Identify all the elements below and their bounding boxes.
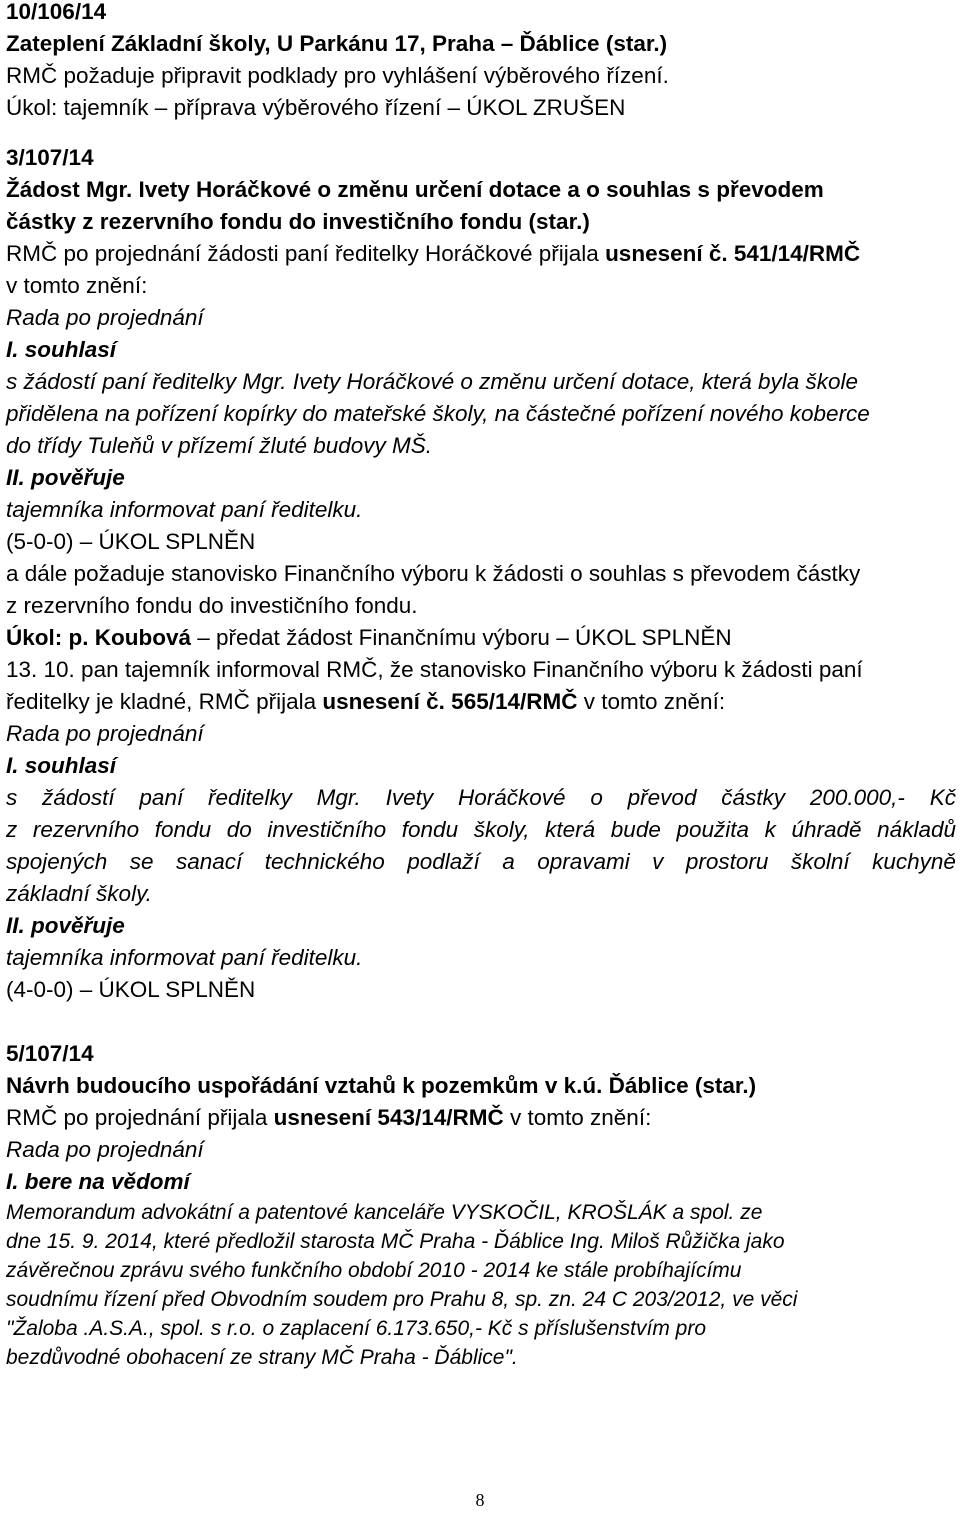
item-text: ředitelky je kladné, RMČ přijala usnesení č. 565/14/RMČ v tomto znění:: [6, 689, 726, 714]
item-title: Návrh budoucího uspořádání vztahů k pozemkům v k.ú. Ďáblice (star.): [6, 1073, 757, 1098]
word: Kč: [929, 785, 956, 810]
word: podlaží: [407, 849, 480, 874]
word: v: [652, 849, 664, 874]
word: spojených: [6, 849, 108, 874]
resolution-text: do třídy Tuleňů v přízemí žluté budovy MŠ.: [6, 433, 433, 458]
word: použita: [676, 817, 750, 842]
memorandum-text: závěrečnou zprávu svého funkčního období 2010 - 2014 ke stále probíhajícímu: [6, 1259, 742, 1282]
word: a: [502, 849, 515, 874]
item-title: Zateplení Základní školy, U Parkánu 17, Praha – Ďáblice (star.): [6, 31, 668, 56]
council-heading: Rada po projednání: [6, 721, 204, 746]
word: školní: [790, 849, 850, 874]
agrees-heading: I. souhlasí: [6, 753, 117, 778]
word: fondu: [401, 817, 459, 842]
word: která: [545, 817, 596, 842]
item-task: Úkol: tajemník – příprava výběrového řízení – ÚKOL ZRUŠEN: [6, 95, 626, 120]
word: se: [129, 849, 154, 874]
word: paní: [139, 785, 184, 810]
authorizes-text: tajemníka informovat paní ředitelku.: [6, 497, 363, 522]
word: školy,: [473, 817, 530, 842]
item-number: 5/107/14: [6, 1041, 94, 1066]
word: opravami: [537, 849, 630, 874]
memorandum-text: soudnímu řízení před Obvodním soudem pro Prahu 8, sp. zn. 24 C 203/2012, ve věci: [6, 1288, 798, 1311]
vote-result: (5-0-0) – ÚKOL SPLNĚN: [6, 529, 256, 554]
item-text: 13. 10. pan tajemník informoval RMČ, že stanovisko Finančního výboru k žádosti paní: [6, 657, 863, 682]
document-page: [6, 0, 956, 1372]
word: fondu: [154, 817, 212, 842]
word: do: [226, 817, 252, 842]
resolution-intro: RMČ po projednání přijala usnesení 543/14/RMČ v tomto znění:: [6, 1105, 652, 1130]
memorandum-text: dne 15. 9. 2014, které předložil starosta MČ Praha - Ďáblice Ing. Miloš Růžička jako: [6, 1230, 785, 1253]
word: nákladů: [877, 817, 956, 842]
item-text: z rezervního fondu do investičního fondu.: [6, 593, 418, 618]
memorandum-text: "Žaloba .A.S.A., spol. s r.o. o zaplacení 6.173.650,- Kč s příslušenstvím pro: [6, 1317, 707, 1340]
item-title: částky z rezervního fondu do investičního fondu (star.): [6, 209, 590, 234]
word: žádostí: [42, 785, 115, 810]
word: sanací: [175, 849, 243, 874]
council-heading: Rada po projednání: [6, 1137, 204, 1162]
word: bude: [610, 817, 661, 842]
item-number: 3/107/14: [6, 145, 94, 170]
word: rezervního: [32, 817, 140, 842]
justified-line: [6, 782, 956, 814]
vote-result: (4-0-0) – ÚKOL SPLNĚN: [6, 977, 256, 1002]
word: kuchyně: [872, 849, 956, 874]
word: ředitelky: [208, 785, 292, 810]
resolution-text: přidělena na pořízení kopírky do mateřské školy, na částečné pořízení nového koberce: [6, 401, 870, 426]
agrees-heading: I. souhlasí: [6, 337, 117, 362]
resolution-intro: RMČ po projednání žádosti paní ředitelky Horáčkové přijala usnesení č. 541/14/RMČ: [6, 241, 861, 266]
justified-line: [6, 814, 956, 846]
item-text: a dále požaduje stanovisko Finančního výboru k žádosti o souhlas s převodem částky: [6, 561, 861, 586]
word: Ivety: [385, 785, 434, 810]
justified-line: [6, 846, 956, 878]
word: úhradě: [791, 817, 862, 842]
resolution-text: s žádostí paní ředitelky Mgr. Ivety Horáčkové o změnu určení dotace, která byla škole: [6, 369, 859, 394]
resolution-text: základní školy.: [6, 881, 152, 906]
word: částky: [721, 785, 786, 810]
word: prostoru: [685, 849, 769, 874]
word: investičního: [267, 817, 387, 842]
authorizes-text: tajemníka informovat paní ředitelku.: [6, 945, 363, 970]
item-task: Úkol: p. Koubová – předat žádost Finančnímu výboru – ÚKOL SPLNĚN: [6, 625, 732, 650]
acknowledges-heading: I. bere na vědomí: [6, 1169, 190, 1194]
word: z: [6, 817, 18, 842]
page-number: 8: [475, 1490, 485, 1510]
resolution-intro-cont: v tomto znění:: [6, 273, 148, 298]
authorizes-heading: II. pověřuje: [6, 465, 125, 490]
item-text: RMČ požaduje připravit podklady pro vyhlášení výběrového řízení.: [6, 63, 669, 88]
memorandum-text: Memorandum advokátní a patentové kanceláře VYSKOČIL, KROŠLÁK a spol. ze: [6, 1201, 763, 1224]
item-title: Žádost Mgr. Ivety Horáčkové o změnu určení dotace a o souhlas s převodem: [6, 177, 824, 202]
word: Horáčkové: [457, 785, 566, 810]
council-heading: Rada po projednání: [6, 305, 204, 330]
word: s: [6, 785, 18, 810]
word: Mgr.: [316, 785, 361, 810]
word: 200.000,-: [809, 785, 905, 810]
word: o: [590, 785, 603, 810]
memorandum-text: bezdůvodné obohacení ze strany MČ Praha - Ďáblice".: [6, 1346, 518, 1369]
word: technického: [264, 849, 385, 874]
word: převod: [627, 785, 697, 810]
word: k: [764, 817, 776, 842]
authorizes-heading: II. pověřuje: [6, 913, 125, 938]
item-number: 10/106/14: [6, 0, 107, 24]
